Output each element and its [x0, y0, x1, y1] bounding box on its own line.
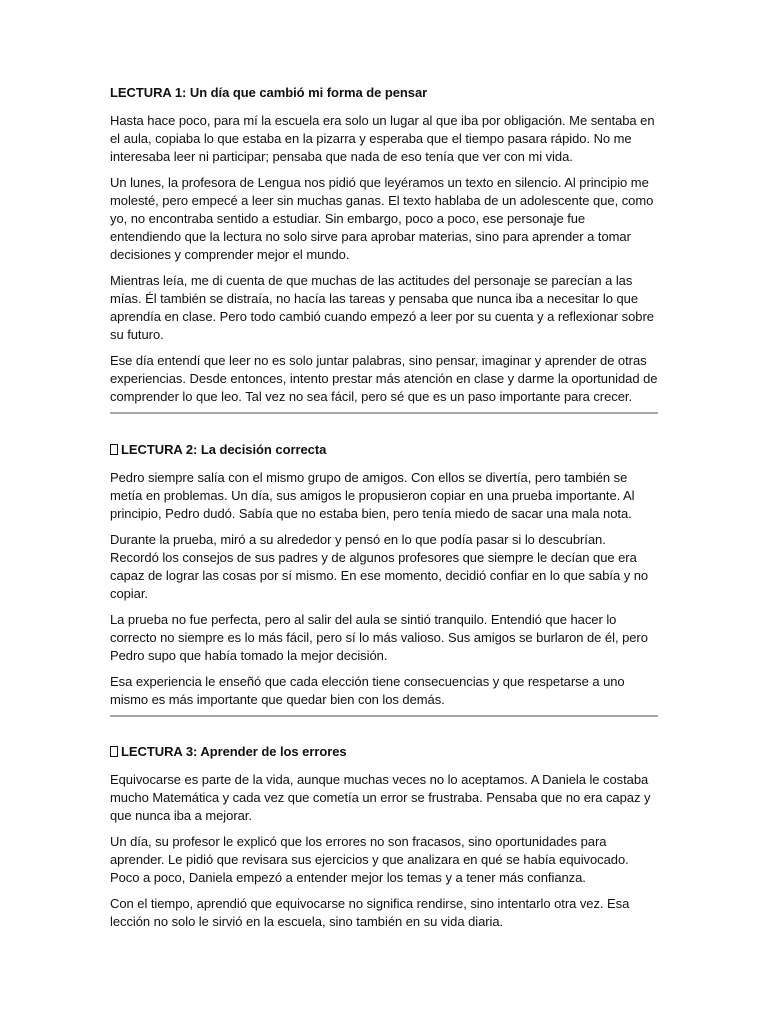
section-divider-1	[110, 412, 658, 414]
reading-1-paragraph-2: Un lunes, la profesora de Lengua nos pidió que leyéramos un texto en silencio. Al principio me molesté, pero empecé a leer sin muchas ganas. El texto hablaba de un adolescente que, como yo, no encontraba sentido a estudiar. Sin embargo, poco a poco, ese personaje fue entendiendo que la lectura no solo sirve para aprobar materias, sino para aprender a tomar decisiones y comprender mejor el mundo.	[110, 175, 654, 262]
reading-2-paragraph-3: La prueba no fue perfecta, pero al salir del aula se sintió tranquilo. Entendió que hacer lo correcto no siempre es lo más fácil, pero sí lo más valioso. Sus amigos se burlaron de él, pero Pedro supo que había tomado la mejor decisión.	[110, 612, 648, 663]
reading-3-title: LECTURA 3: Aprender de los errores	[121, 744, 347, 759]
reading-2-paragraph-2: Durante la prueba, miró a su alrededor y pensó en lo que podía pasar si lo descubrían. Recordó los consejos de sus padres y de algunos profesores que siempre le decían que era capaz de lograr las cosas por sí mismo. En ese momento, decidió confiar en lo que sabía y no copiar.	[110, 532, 649, 601]
reading-3-paragraph-1: Equivocarse es parte de la vida, aunque muchas veces no lo aceptamos. A Daniela le costaba mucho Matemática y cada vez que cometía un error se frustraba. Pensaba que no era capaz y que nunca iba a mejorar.	[110, 772, 651, 823]
reading-section-1	[110, 84, 658, 406]
missing-glyph-icon	[110, 444, 118, 455]
reading-1-title: LECTURA 1: Un día que cambió mi forma de pensar	[110, 85, 428, 100]
reading-1-paragraph-4: Ese día entendí que leer no es solo juntar palabras, sino pensar, imaginar y aprender de otras experiencias. Desde entonces, intento prestar más atención en clase y darme la oportunidad de comprender lo que leo. Tal vez no sea fácil, pero sé que es un paso importante para crecer.	[110, 353, 658, 404]
reading-2-title: LECTURA 2: La decisión correcta	[121, 442, 327, 457]
reading-section-3	[110, 743, 658, 931]
document-page	[110, 84, 658, 939]
reading-2-paragraph-4: Esa experiencia le enseñó que cada elección tiene consecuencias y que respetarse a uno mismo es más importante que quedar bien con los demás.	[110, 674, 625, 707]
reading-2-paragraph-1: Pedro siempre salía con el mismo grupo de amigos. Con ellos se divertía, pero también se metía en problemas. Un día, sus amigos le propusieron copiar en una prueba importante. Al principio, Pedro dudó. Sabía que no estaba bien, pero tenía miedo de sacar una mala nota.	[110, 470, 635, 521]
reading-3-paragraph-2: Un día, su profesor le explicó que los errores no son fracasos, sino oportunidades para aprender. Le pidió que revisara sus ejercicios y que analizara en qué se había equivocado. Poco a poco, Daniela empezó a entender mejor los temas y a tener más confianza.	[110, 834, 629, 885]
missing-glyph-icon	[110, 746, 118, 757]
reading-section-2	[110, 441, 658, 709]
reading-2-title-line	[110, 441, 658, 459]
section-divider-2	[110, 715, 658, 717]
reading-3-title-line	[110, 743, 658, 761]
reading-1-paragraph-1: Hasta hace poco, para mí la escuela era solo un lugar al que iba por obligación. Me sentaba en el aula, copiaba lo que estaba en la pizarra y esperaba que el tiempo pasara rápido. No me interesaba leer ni participar; pensaba que nada de eso tenía que ver con mi vida.	[110, 113, 655, 164]
reading-1-paragraph-3: Mientras leía, me di cuenta de que muchas de las actitudes del personaje se parecían a las mías. Él también se distraía, no hacía las tareas y pensaba que nunca iba a necesitar lo que aprendía en clase. Pero todo cambió cuando empezó a leer por su cuenta y a reflexionar sobre su futuro.	[110, 273, 654, 342]
reading-3-paragraph-3: Con el tiempo, aprendió que equivocarse no significa rendirse, sino intentarlo otra vez. Esa lección no solo le sirvió en la escuela, sino también en su vida diaria.	[110, 896, 630, 929]
